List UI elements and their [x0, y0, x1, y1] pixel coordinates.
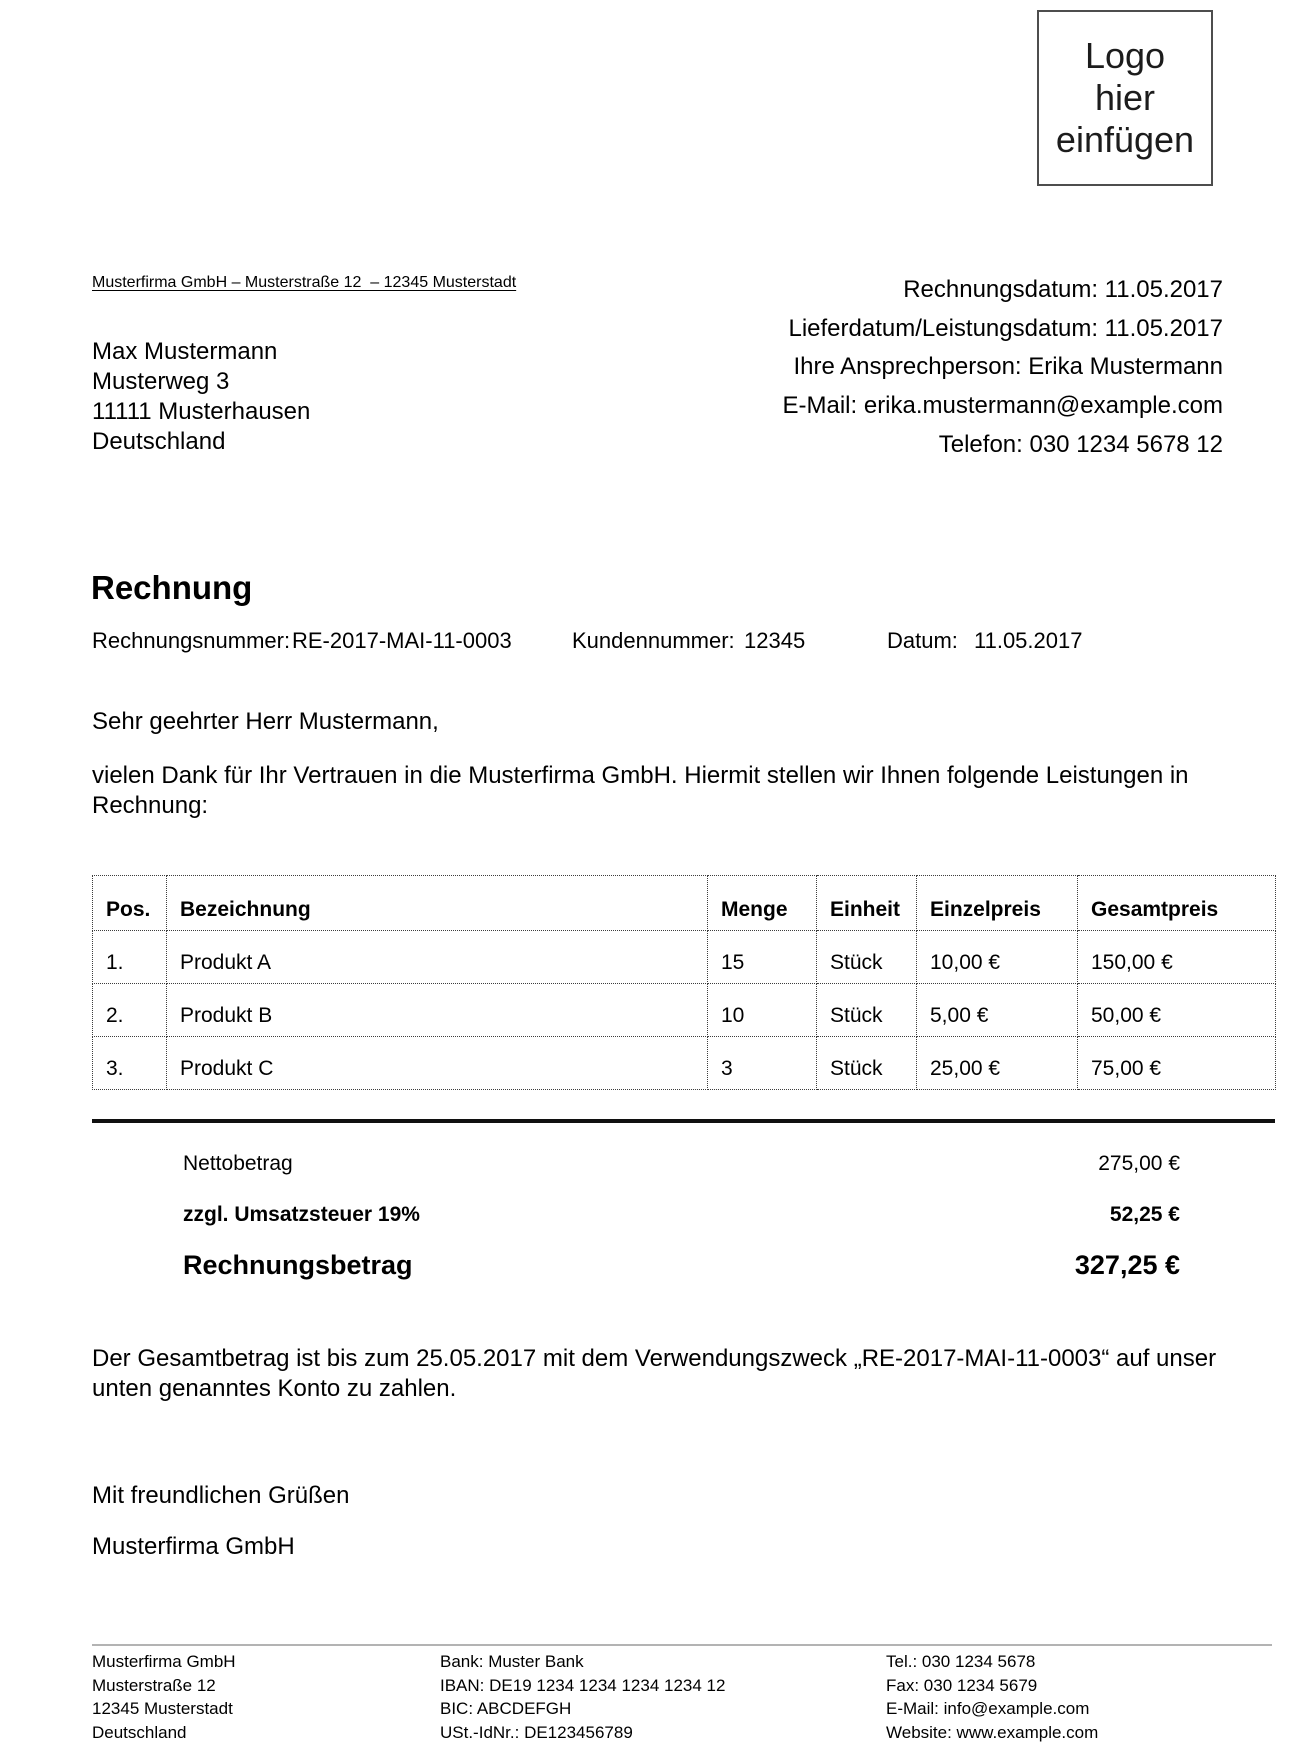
sender-return-address: Musterfirma GmbH – Musterstraße 12 – 12345 Musterstadt — [92, 274, 517, 291]
logo-placeholder-line: einfügen — [1055, 119, 1195, 160]
totals-divider-rule — [92, 1119, 1275, 1123]
cell-pos: 3. — [93, 1037, 167, 1090]
logo-placeholder-box — [1037, 10, 1213, 186]
footer-company-name: Musterfirma GmbH — [92, 1652, 236, 1671]
cell-einheit: Stück — [817, 931, 917, 984]
table-row — [93, 931, 1276, 984]
net-label: Nettobetrag — [183, 1152, 293, 1175]
footer-bank-column — [440, 1650, 725, 1744]
table-row — [93, 1037, 1276, 1090]
table-row — [93, 984, 1276, 1037]
footer-website: Website: www.example.com — [886, 1722, 1099, 1742]
contact-phone-line: Telefon: 030 1234 5678 12 — [938, 430, 1223, 458]
intro-paragraph: vielen Dank für Ihr Vertrauen in die Musterfirma GmbH. Hiermit stellen wir Ihnen folgende Leistungen in Rechnung: — [92, 762, 1189, 819]
recipient-city: 11111 Musterhausen — [92, 398, 311, 425]
customer-number-label: Kundennummer: — [572, 628, 735, 653]
header-gesamtpreis: Gesamtpreis — [1078, 876, 1276, 931]
payment-note: Der Gesamtbetrag ist bis zum 25.05.2017 mit dem Verwendungszweck „RE-2017-MAI-11-0003“ auf unser unten genanntes Konto zu zahlen. — [92, 1345, 1217, 1402]
cell-gesamtpreis: 150,00 € — [1078, 931, 1276, 984]
footer-vat-id: USt.-IdNr.: DE123456789 — [440, 1722, 633, 1742]
cell-menge: 15 — [708, 931, 817, 984]
customer-number-value: 12345 — [744, 628, 806, 653]
header-einheit: Einheit — [817, 876, 917, 931]
footer-company-country: Deutschland — [92, 1722, 187, 1742]
footer-company-street: Musterstraße 12 — [92, 1675, 216, 1695]
header-einzelpreis: Einzelpreis — [917, 876, 1078, 931]
totals-net-row — [183, 1152, 1180, 1176]
recipient-street: Musterweg 3 — [92, 368, 230, 395]
date-value: 11.05.2017 — [974, 628, 1083, 653]
footer-bank-name: Bank: Muster Bank — [440, 1652, 584, 1671]
invoice-date-line: Rechnungsdatum: 11.05.2017 — [903, 276, 1223, 303]
closing-signature: Musterfirma GmbH — [92, 1533, 295, 1560]
cell-einheit: Stück — [817, 1037, 917, 1090]
header-bezeichnung: Bezeichnung — [167, 876, 708, 931]
invoice-info-block — [783, 271, 1224, 465]
cell-einheit: Stück — [817, 984, 917, 1037]
header-menge: Menge — [708, 876, 817, 931]
recipient-address — [92, 337, 310, 457]
cell-einzelpreis: 25,00 € — [917, 1037, 1078, 1090]
net-value: 275,00 € — [1098, 1152, 1180, 1175]
date-label: Datum: — [887, 628, 958, 653]
salutation: Sehr geehrter Herr Mustermann, — [92, 708, 439, 735]
delivery-date-line: Lieferdatum/Leistungsdatum: 11.05.2017 — [788, 314, 1223, 342]
closing-greeting: Mit freundlichen Grüßen — [92, 1482, 350, 1509]
cell-einzelpreis: 5,00 € — [917, 984, 1078, 1037]
footer-company-column — [92, 1650, 236, 1744]
footer-fax: Fax: 030 1234 5679 — [886, 1675, 1038, 1695]
cell-einzelpreis: 10,00 € — [917, 931, 1078, 984]
cell-bezeichnung: Produkt B — [167, 984, 708, 1037]
footer-phone: Tel.: 030 1234 5678 — [886, 1652, 1036, 1671]
table-header-row — [93, 876, 1276, 931]
footer-company-city: 12345 Musterstadt — [92, 1699, 233, 1718]
cell-gesamtpreis: 50,00 € — [1078, 984, 1276, 1037]
vat-value: 52,25 € — [1109, 1203, 1180, 1226]
invoice-meta-line — [92, 628, 1242, 656]
header-pos: Pos. — [93, 876, 167, 931]
logo-placeholder-line: Logo — [1084, 35, 1166, 76]
vat-label: zzgl. Umsatzsteuer 19% — [183, 1203, 420, 1226]
recipient-country: Deutschland — [92, 428, 226, 455]
invoice-number-label: Rechnungsnummer: — [92, 628, 291, 653]
line-items-table — [92, 875, 1276, 1090]
invoice-number-value: RE-2017-MAI-11-0003 — [292, 628, 512, 653]
footer-divider-rule — [92, 1644, 1272, 1646]
totals-gross-row — [183, 1250, 1180, 1281]
contact-email-line: E-Mail: erika.mustermann@example.com — [782, 392, 1223, 420]
footer-bic: BIC: ABCDEFGH — [440, 1699, 572, 1718]
cell-menge: 3 — [708, 1037, 817, 1090]
gross-label: Rechnungsbetrag — [183, 1250, 413, 1280]
cell-pos: 1. — [93, 931, 167, 984]
contact-person-line: Ihre Ansprechperson: Erika Mustermann — [793, 353, 1223, 381]
logo-placeholder-line: hier — [1094, 77, 1156, 118]
cell-pos: 2. — [93, 984, 167, 1037]
footer-iban: IBAN: DE19 1234 1234 1234 1234 12 — [440, 1675, 726, 1695]
gross-value: 327,25 € — [1074, 1250, 1180, 1280]
cell-bezeichnung: Produkt C — [167, 1037, 708, 1090]
cell-menge: 10 — [708, 984, 817, 1037]
document-title: Rechnung — [91, 569, 253, 606]
cell-gesamtpreis: 75,00 € — [1078, 1037, 1276, 1090]
cell-bezeichnung: Produkt A — [167, 931, 708, 984]
totals-vat-row — [183, 1203, 1180, 1227]
footer-contact-column — [886, 1650, 1098, 1744]
recipient-name: Max Mustermann — [92, 338, 278, 365]
footer-email: E-Mail: info@example.com — [886, 1699, 1090, 1718]
